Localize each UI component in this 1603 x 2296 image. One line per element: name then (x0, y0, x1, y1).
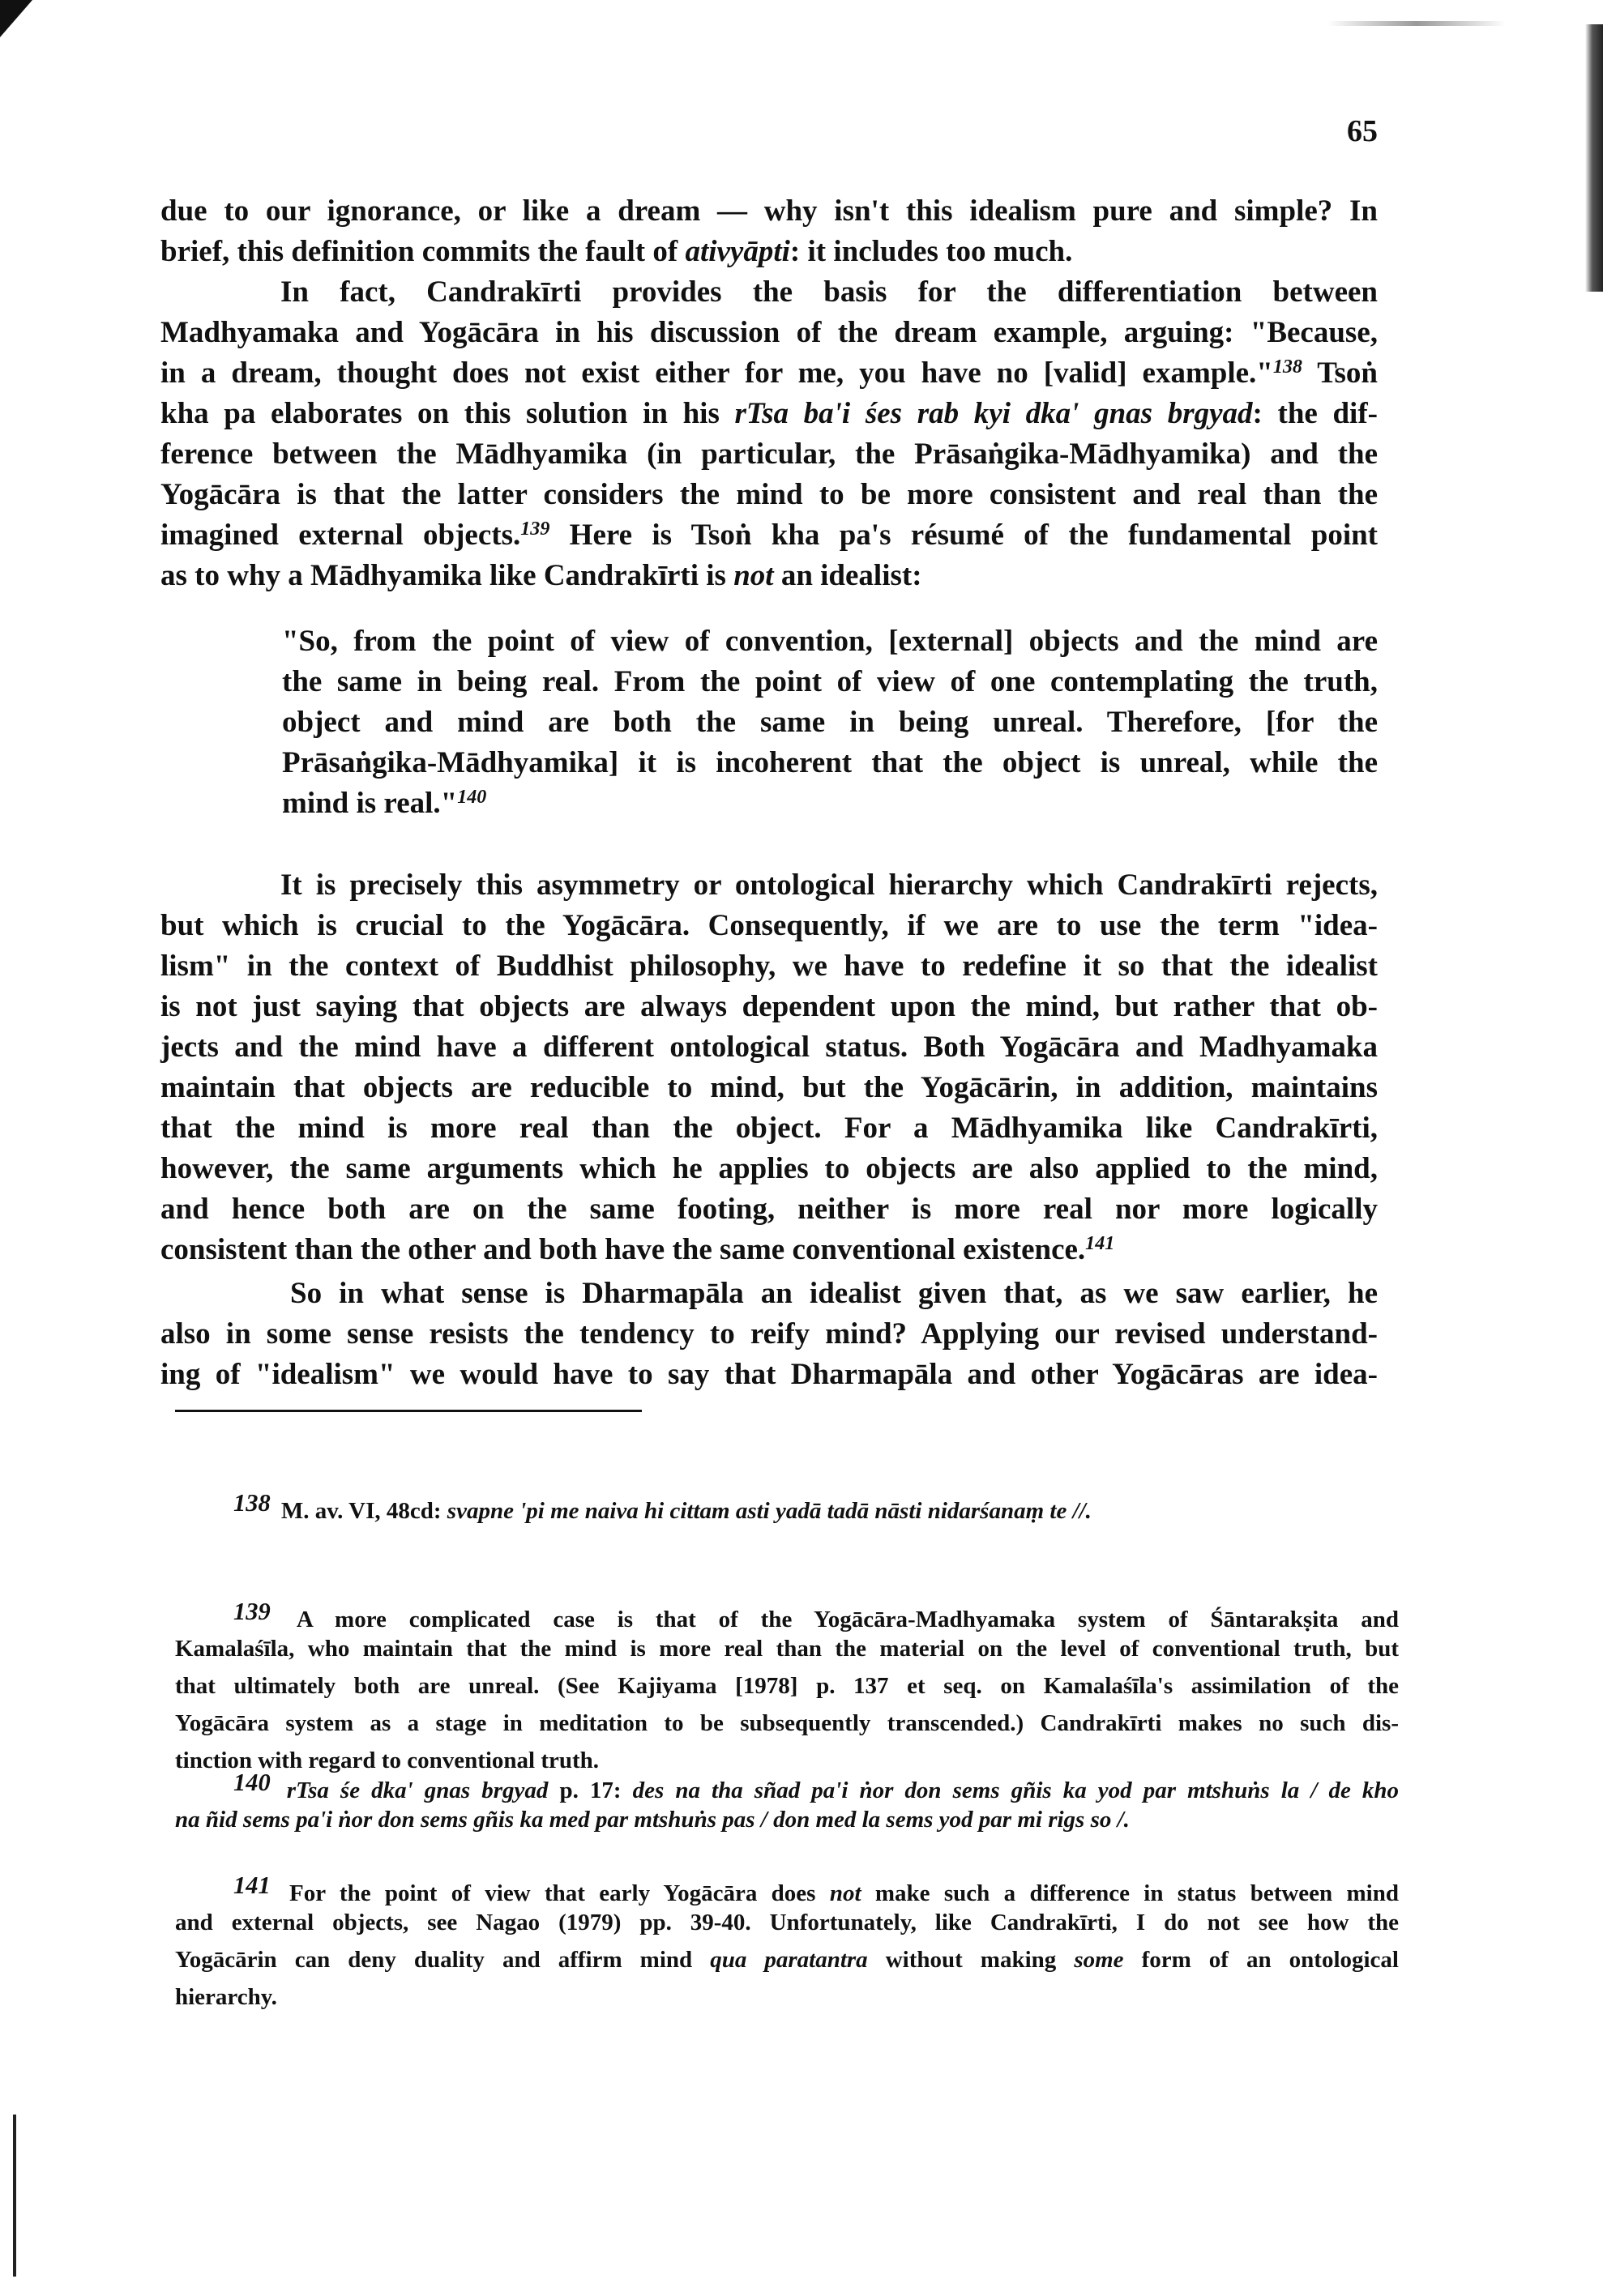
text-line (160, 556, 1378, 596)
text-line (160, 515, 1378, 556)
text-segment: Madhyamaka and Yogācāra in his discussion of the dream example, arguing: "Because, (160, 316, 1378, 349)
text-segment: form of an ontological (1123, 1947, 1399, 1973)
text-segment: an idealist: (773, 559, 922, 592)
text-line (160, 865, 1378, 906)
italic-text: not (829, 1880, 861, 1907)
text-segment: jects and the mind have a different ontological status. Both Yogācāra and Madhyamaka (160, 1031, 1378, 1064)
paragraph-1 (160, 191, 1378, 596)
text-line (175, 1904, 1399, 1941)
text-line (160, 434, 1378, 475)
footnote-number: 138 (233, 1489, 271, 1517)
text-segment: brief, this definition commits the fault of (160, 235, 686, 268)
text-line (175, 1764, 1400, 1804)
text-line (175, 1630, 1399, 1667)
text-segment: hierarchy. (175, 1984, 277, 2010)
footnote-ref: 139 (520, 518, 550, 540)
text-line (175, 1593, 1399, 1633)
text-line (175, 1801, 1399, 1838)
italic-text: des na tha sñad pa'i ṅor don sems gñis ka yod par mtshuṅs la / de kho (632, 1777, 1400, 1804)
text-segment: and external objects, see Nagao (1979) pp. 39-40. Unfortunately, like Candrakīrti, I do not see how the (175, 1910, 1399, 1935)
text-line (160, 191, 1378, 232)
text-line (160, 1189, 1378, 1230)
text-line (282, 662, 1378, 702)
paragraph-4 (160, 1274, 1378, 1395)
text-segment: imagined external objects. (160, 519, 521, 552)
text-line (282, 743, 1378, 783)
text-segment: : the dif- (1252, 397, 1378, 430)
text-line (160, 1027, 1378, 1068)
text-line (160, 1149, 1378, 1189)
scan-right-edge-artifact (1585, 24, 1603, 292)
footnote-ref: 141 (1085, 1232, 1115, 1254)
text-segment: It is precisely this asymmetry or ontological hierarchy which Candrakīrti rejects, (280, 868, 1378, 902)
text-segment: that the mind is more real than the object. For a Mādhyamika like Candrakīrti, (160, 1112, 1378, 1145)
text-segment: A more complicated case is that of the Yogācāra-Madhyamaka system of Śāntarakṣita and (275, 1607, 1399, 1633)
italic-text: some (1074, 1947, 1124, 1973)
text-segment: Yogācāra is that the latter considers the mind to be more consistent and real than the (160, 478, 1378, 511)
text-segment: make such a difference in status between mind (861, 1880, 1399, 1907)
text-segment: consistent than the other and both have the same conventional existence. (160, 1233, 1086, 1266)
text-segment: however, the same arguments which he applies to objects are also applied to the mind, (160, 1152, 1378, 1185)
italic-text: na ñid sems pa'i ṅor don sems gñis ka med par mtshuṅs pas / don med la sems yod par mi rigs so /. (175, 1807, 1130, 1833)
text-line (160, 906, 1378, 946)
text-segment: Tsoṅ (1302, 356, 1379, 390)
text-line (160, 1230, 1378, 1270)
text-segment: "So, from the point of view of convention, [external] objects and the mind are (282, 625, 1378, 658)
text-line (175, 1978, 1399, 2016)
footnote-139 (175, 1593, 1399, 1779)
text-line (160, 272, 1378, 313)
text-line (160, 946, 1378, 987)
text-segment: that ultimately both are unreal. (See Kajiyama [1978] p. 137 et seq. on Kamalaśīla's assimilation of the (175, 1673, 1399, 1699)
italic-text: rTsa ba'i śes rab kyi dka' gnas brgyad (734, 397, 1253, 430)
text-line (160, 353, 1378, 394)
text-segment: : it includes too much. (789, 235, 1073, 268)
text-segment (276, 1777, 287, 1803)
italic-text: rTsa śe dka' gnas brgyad (286, 1777, 549, 1804)
text-line (160, 394, 1378, 434)
text-line (175, 1705, 1399, 1742)
block-quote (282, 621, 1378, 824)
footnote-separator (175, 1410, 642, 1412)
italic-text: ativyāpti (685, 235, 790, 268)
italic-text: qua paratantra (710, 1947, 868, 1973)
text-line (175, 1667, 1399, 1705)
footnote-138 (175, 1484, 1399, 1525)
text-segment: is not just saying that objects are always dependent upon the mind, but rather that ob- (160, 990, 1378, 1023)
text-segment: So in what sense is Dharmapāla an idealist given that, as we saw earlier, he (290, 1277, 1378, 1310)
text-segment: and hence both are on the same footing, neither is more real nor more logically (160, 1193, 1378, 1226)
text-line (160, 1355, 1378, 1395)
text-segment: Yogācāra system as a stage in meditation to be subsequently transcended.) Candrakīrti makes no such dis- (175, 1710, 1399, 1736)
text-segment: Here is Tsoṅ kha pa's résumé of the fundamental point (549, 519, 1379, 552)
text-segment: the same in being real. From the point of view of one contemplating the truth, (282, 665, 1378, 698)
text-segment: in a dream, thought does not exist either for me, you have no [valid] example." (160, 356, 1273, 390)
text-segment: also in some sense resists the tendency to reify mind? Applying our revised understand- (160, 1317, 1378, 1351)
text-line (175, 1484, 1399, 1525)
italic-text: svapne 'pi me naiva hi cittam asti yadā tadā nāsti nidarśanaṃ te //. (447, 1498, 1092, 1525)
footnote-ref: 138 (1272, 356, 1302, 378)
text-line (160, 1274, 1378, 1314)
paragraph-3 (160, 865, 1378, 1270)
text-segment: Kamalaśīla, who maintain that the mind is more real than the material on the level of conventional truth, but (175, 1636, 1399, 1662)
footnote-140 (175, 1764, 1399, 1838)
text-segment: maintain that objects are reducible to mind, but the Yogācārin, in addition, maintains (160, 1071, 1378, 1104)
text-line (160, 1108, 1378, 1149)
text-segment: mind is real." (282, 787, 458, 820)
text-line (160, 475, 1378, 515)
text-segment: lism" in the context of Buddhist philosophy, we have to redefine it so that the idealist (160, 950, 1378, 983)
text-line (160, 987, 1378, 1027)
footnote-ref: 140 (457, 786, 487, 808)
text-line (160, 232, 1378, 272)
text-segment: M. av. VI, 48cd: (275, 1498, 447, 1525)
text-segment: tinction with regard to conventional truth. (175, 1748, 600, 1773)
text-segment: ing of "idealism" we would have to say that Dharmapāla and other Yogācāras are idea- (160, 1358, 1378, 1391)
text-line (160, 313, 1378, 353)
text-segment: In fact, Candrakīrti provides the basis for the differentiation between (280, 275, 1378, 309)
text-segment: p. 17: (548, 1777, 633, 1804)
text-segment: Yogācārin can deny duality and affirm mind (175, 1947, 711, 1973)
scan-top-artifact (1327, 21, 1506, 26)
text-line (282, 702, 1378, 743)
text-line (160, 1314, 1378, 1355)
text-segment: Prāsaṅgika-Mādhyamika] it is incoherent that the object is unreal, while the (282, 746, 1378, 779)
scan-left-edge-artifact (13, 2115, 16, 2277)
text-segment: kha pa elaborates on this solution in his (160, 397, 735, 430)
text-segment: ference between the Mādhyamika (in particular, the Prāsaṅgika-Mādhyamika) and the (160, 437, 1378, 471)
text-line (160, 1068, 1378, 1108)
footnote-number: 140 (233, 1769, 271, 1796)
italic-text: not (733, 559, 774, 592)
text-segment: For the point of view that early Yogācāra does (275, 1880, 830, 1907)
text-segment: as to why a Mādhyamika like Candrakīrti is (160, 559, 734, 592)
text-line (175, 1941, 1399, 1978)
footnote-number: 139 (233, 1598, 271, 1625)
footnote-141 (175, 1867, 1399, 2016)
text-line (282, 621, 1378, 662)
text-segment: due to our ignorance, or like a dream — why isn't this idealism pure and simple? In (160, 194, 1378, 228)
text-line (175, 1867, 1399, 1907)
footnote-number: 141 (233, 1871, 271, 1899)
text-segment: object and mind are both the same in being unreal. Therefore, [for the (282, 706, 1378, 739)
text-segment: without making (867, 1947, 1075, 1973)
text-segment: but which is crucial to the Yogācāra. Consequently, if we are to use the term "idea- (160, 909, 1378, 942)
text-line (282, 783, 1378, 824)
page-number: 65 (1347, 114, 1378, 148)
scan-corner-artifact (0, 0, 32, 37)
